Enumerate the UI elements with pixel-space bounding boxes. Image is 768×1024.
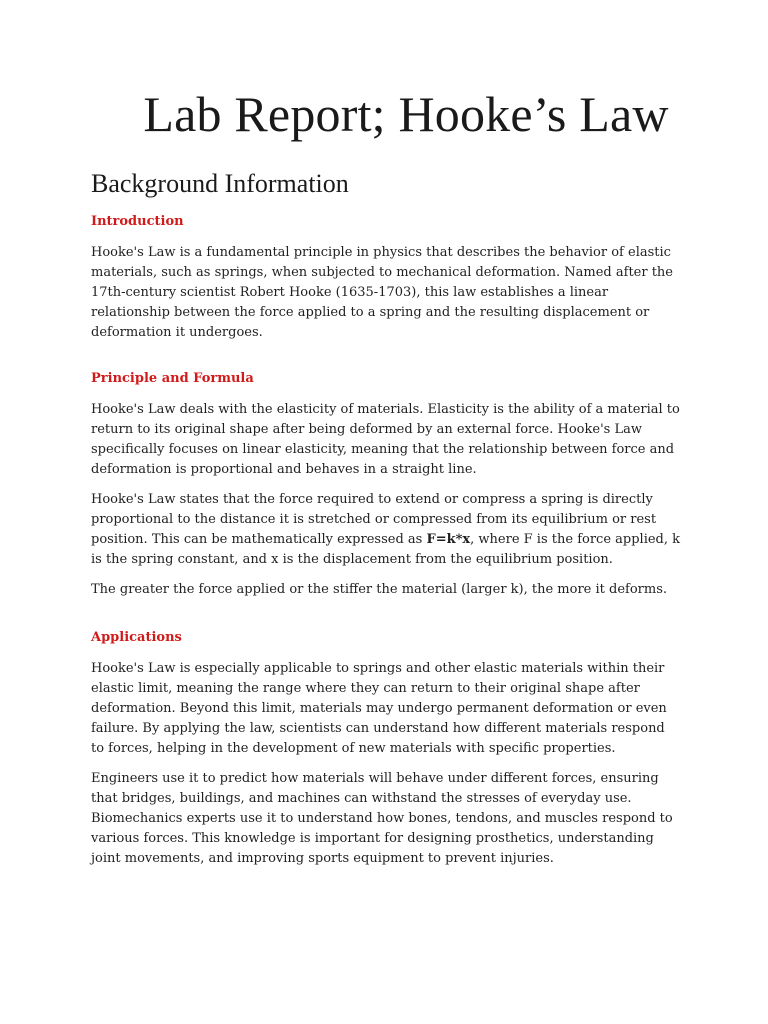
paragraph-principle-2	[91, 490, 681, 570]
paragraph-introduction: Hooke's Law is a fundamental principle in physics that describes the behavior of elastic materials, such as springs, when subjected to mechanical deformation. Named after the 17th-century scientist Robert Hooke (1635-1703), this law establishes a linear relationship between the force applied to a spring and the resulting displacement or deformation it undergoes.	[91, 245, 673, 340]
paragraph-applications-1: Hooke's Law is especially applicable to springs and other elastic materials within their elastic limit, meaning the range where they can return to their original shape after deformation. Beyond this limit, materials may undergo permanent deformation or even failure. By applying the law, scientists can understand how different materials respond to forces, helping in the development of new materials with specific properties.	[91, 661, 667, 756]
paragraph-principle-2-tail: , where F is the force applied, k is the spring constant, and x is the displacement from the equilibrium position.	[91, 532, 681, 567]
paragraph-principle-2-lead: Hooke's Law states that the force required to extend or compress a spring is directly proportional to the distance it is stretched or compressed from its equilibrium or rest position. This can be mathematically expressed as	[91, 492, 657, 547]
section-heading-background: Background Information	[91, 169, 349, 198]
paragraph-applications-2: Engineers use it to predict how materials will behave under different forces, ensuring that bridges, buildings, and machines can withstand the stresses of everyday use. Biomechanics experts use it to understand how bones, tendons, and muscles respond to various forces. This knowledge is important for designing prosthetics, understanding joint movements, and improving sports equipment to prevent injuries.	[91, 771, 673, 866]
paragraph-principle-1: Hooke's Law deals with the elasticity of materials. Elasticity is the ability of a material to return to its original shape after being deformed by an external force. Hooke's Law specifically focuses on linear elasticity, meaning that the relationship between force and deformation is proportional and behaves in a straight line.	[91, 402, 680, 477]
document-body	[91, 166, 681, 879]
spacer	[91, 610, 681, 628]
paragraph-principle-3: The greater the force applied or the stiffer the material (larger k), the more it deforms.	[91, 582, 668, 597]
spacer	[91, 353, 681, 369]
subheading-applications: Applications	[91, 630, 182, 645]
formula-text: F=k*x	[426, 532, 471, 547]
page-title: Lab Report; Hooke’s Law	[143, 86, 669, 142]
subheading-introduction: Introduction	[91, 214, 184, 229]
subheading-principle-formula: Principle and Formula	[91, 371, 254, 386]
